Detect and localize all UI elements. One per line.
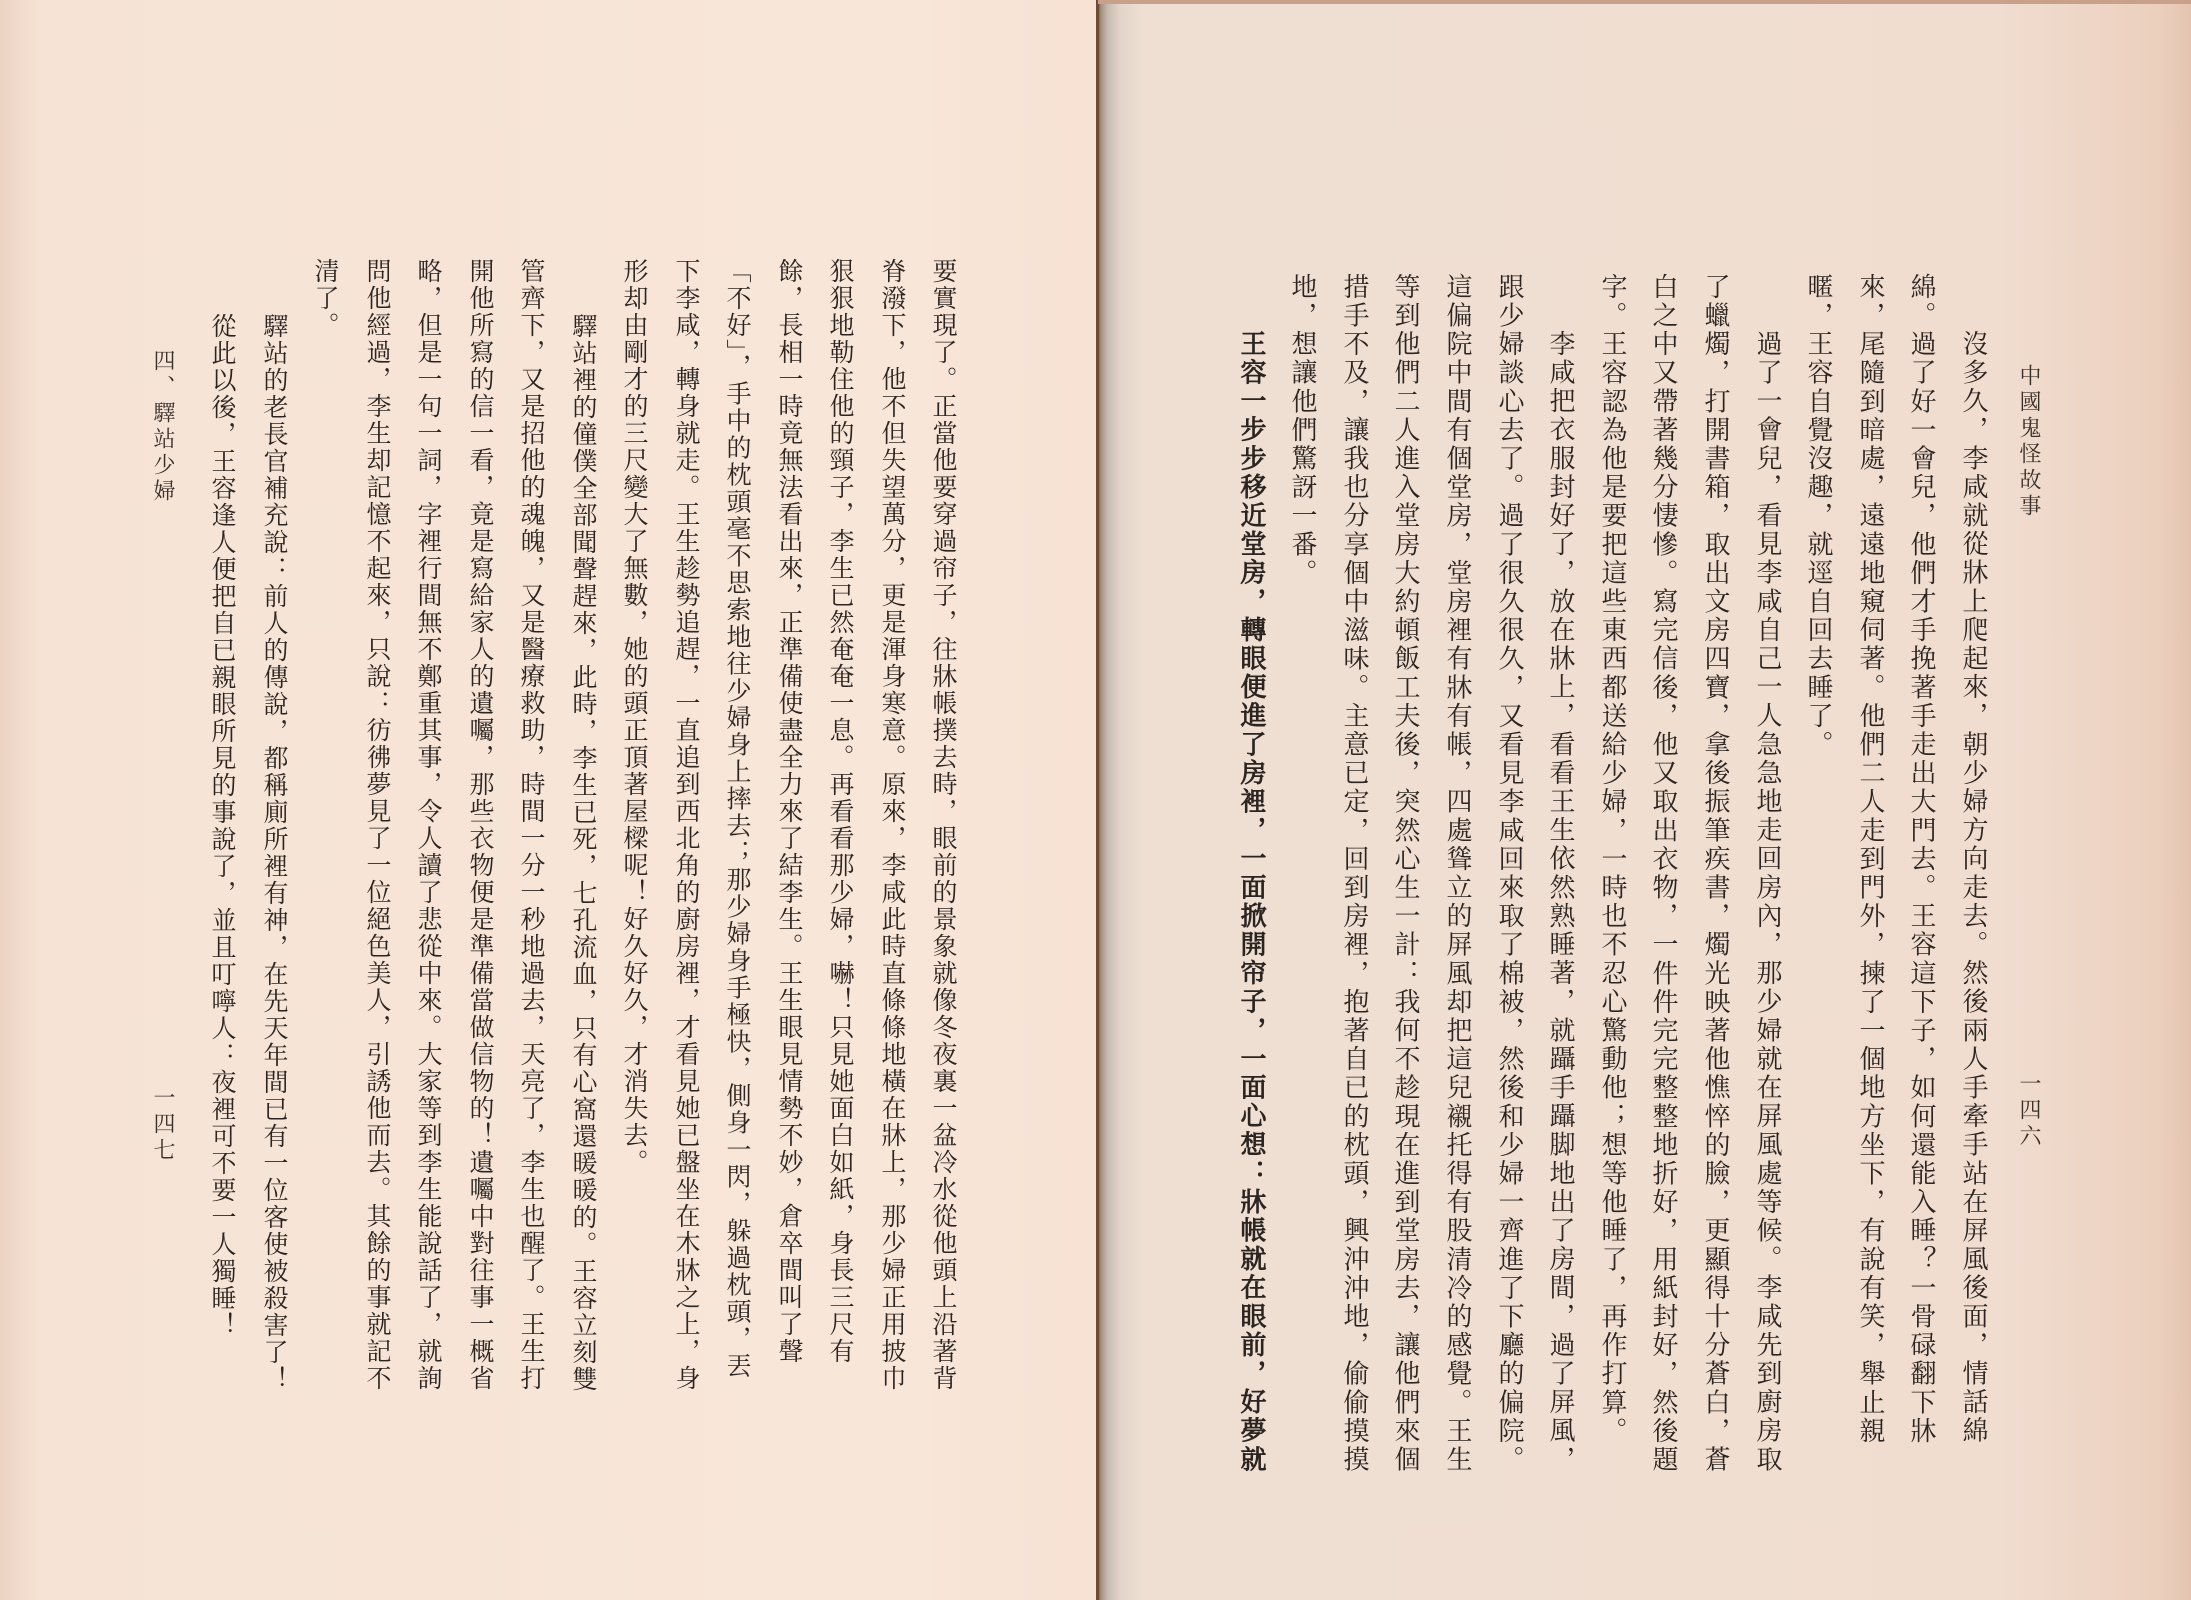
text-column: 了蠟燭，打開書箱，取出文房四寶，拿後振筆疾書，燭光映著他憔悴的臉，更顯得十分蒼白，蒼 xyxy=(1700,273,1730,1475)
text-column: 驛站裡的僮僕全部聞聲趕來，此時，李生已死，七孔流血，只有心窩還暖暖的。王容立刻雙 xyxy=(569,313,598,1393)
text-column: 白之中又帶著幾分悽慘。寫完信後，他又取出衣物，一件件完完整整地折好，用紙封好，然後題 xyxy=(1648,273,1678,1475)
text-column: 脊潑下，他不但失望萬分，更是渾身寒意。原來，李咸此時直條條地橫在牀上，那少婦正用披巾 xyxy=(878,258,907,1392)
text-column: 綿。過了好一會兒，他們才手挽著手走出大門去。王容這下子，如何還能入睡？一骨碌翻下牀 xyxy=(1906,273,1936,1446)
text-column: 措手不及，讓我也分享個中滋味。主意已定，回到房裡，抱著自已的枕頭，興沖沖地，偷偷摸摸 xyxy=(1339,273,1369,1475)
page-number: 一四七 xyxy=(150,1086,175,1164)
text-column: 從此以後，王容逢人便把自已親眼所見的事說了，並且叮嚀人：夜裡可不要一人獨睡！ xyxy=(208,313,237,1339)
text-column: 等到他們二人進入堂房大約頓飯工夫後，突然心生一計：我何不趁現在進到堂房去，讓他們來個 xyxy=(1390,273,1420,1475)
chapter-title-footer: 四、驛站少婦 xyxy=(150,349,175,505)
text-column: 字。王容認為他是要把這些東西都送給少婦，一時也不忍心驚動他；想等他睡了，再作打算。 xyxy=(1597,273,1627,1446)
text-column: 暱，王容自覺沒趣，就逕自回去睡了。 xyxy=(1803,273,1833,760)
text-column: 開他所寫的信一看，竟是寫給家人的遺囑，那些衣物便是準備當做信物的！遺囑中對往事一概省 xyxy=(466,258,495,1392)
right-page xyxy=(1098,0,2191,1600)
text-column: 李咸把衣服封好了，放在牀上，看看王生依然熟睡著，就躡手躡脚地出了房間，過了屏風， xyxy=(1545,330,1575,1474)
text-column: 沒多久，李咸就從牀上爬起來，朝少婦方向走去。然後兩人手牽手站在屏風後面，情話綿 xyxy=(1958,330,1988,1446)
running-header: 中國鬼怪故事 xyxy=(2016,364,2041,520)
text-column: 下李咸，轉身就走。王生趁勢追趕，一直追到西北角的廚房裡，才看見她已盤坐在木牀之上，身 xyxy=(672,258,701,1392)
text-column: 「不好」，手中的枕頭毫不思索地往少婦身上摔去；那少婦身手極快，側身一閃，躲過枕頭，丟 xyxy=(723,258,752,1380)
text-column: 驛站的老長官補充說：前人的傳說，都稱廁所裡有神，在先天年間已有一位客使被殺害了！ xyxy=(260,313,289,1393)
text-column: 管齊下，又是招他的魂魄，又是醫療救助，時間一分一秒地過去，天亮了，李生也醒了。王生打 xyxy=(517,258,546,1392)
text-column: 要實現了。正當他要穿過帘子，往牀帳撲去時，眼前的景象就像冬夜裏一盆冷水從他頭上沿著背 xyxy=(929,258,958,1392)
text-column: 狠狠地勒住他的頸子，李生已然奄奄一息。再看看那少婦，嚇！只見她面白如紙，身長三尺有 xyxy=(826,258,855,1365)
text-column: 問他經過，李生却記憶不起來，只說：彷彿夢見了一位絕色美人，引誘他而去。其餘的事就記不 xyxy=(363,258,392,1392)
text-column: 清了。 xyxy=(311,258,340,339)
text-column: 跟少婦談心去了。過了很久很久，又看見李咸回來取了棉被，然後和少婦一齊進了下廳的偏院。 xyxy=(1494,273,1524,1475)
text-column: 來，尾隨到暗處，遠遠地窺伺著。他們二人走到門外，揀了一個地方坐下，有說有笑，舉止親 xyxy=(1855,273,1885,1446)
text-column: 過了一會兒，看見李咸自己一人急急地走回房內，那少婦就在屏風處等候。李咸先到廚房取 xyxy=(1752,330,1782,1474)
text-column: 地，想讓他們驚訝一番。 xyxy=(1287,273,1317,588)
page-top-edge xyxy=(1098,0,2191,4)
text-column: 王容一步步移近堂房，轉眼便進了房裡，一面掀開帘子，一面心想：牀帳就在眼前，好夢就 xyxy=(1236,330,1266,1474)
text-column: 略，但是一句一詞，字裡行間無不鄭重其事，令人讀了悲從中來。大家等到李生能說話了，就詢 xyxy=(414,258,443,1392)
book-gutter xyxy=(1096,0,1099,1600)
page-number: 一四六 xyxy=(2016,1072,2041,1150)
text-column: 餘，長相一時竟無法看出來，正準備使盡全力來了結李生。王生眼見情勢不妙，倉卒間叫了聲 xyxy=(775,258,804,1365)
text-column: 形却由剛才的三尺變大了無數，她的頭正頂著屋樑呢！好久好久，才消失去。 xyxy=(620,258,649,1176)
text-column: 這偏院中間有個堂房，堂房裡有牀有帳，四處聳立的屏風却把這兒襯托得有股清冷的感覺。王生 xyxy=(1442,273,1472,1475)
